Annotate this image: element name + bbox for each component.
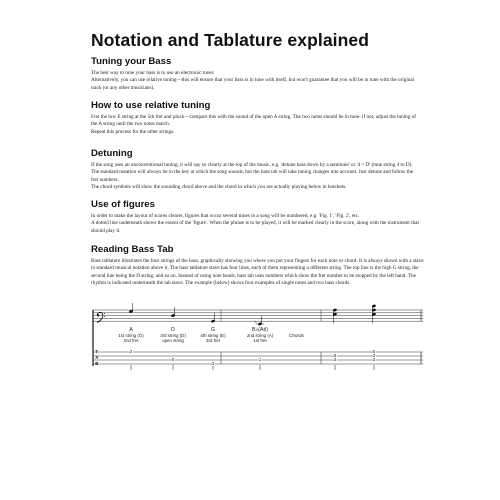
note-g (211, 313, 215, 324)
note-fret: 3rd fret (206, 338, 220, 343)
note-label-d (155, 328, 191, 343)
note-d (171, 307, 175, 317)
note-label-a (113, 328, 149, 343)
tab-clef-b: B (95, 360, 99, 366)
note-string: 1st string (G) (118, 333, 144, 338)
tab-clef-a: A (95, 354, 99, 360)
tab-number: 5 (333, 353, 337, 358)
paragraph: Fret the low E string at the 5th fret and pluck—compare this with the sound of the open A string. The two notes should be in tune- if not, adjust the tuning of the A string until the two notes match. (91, 114, 416, 128)
notation-staff (93, 310, 423, 321)
chord-2 (372, 304, 376, 323)
section-tuning (91, 56, 421, 92)
section-heading-tuning: Tuning your Bass (91, 56, 172, 67)
tab-number: 3 (372, 353, 376, 358)
section-reading-bass-tab (91, 244, 424, 287)
note-a (129, 303, 133, 313)
tab-clef-t: T (95, 348, 98, 354)
section-heading-reading-bass-tab: Reading Bass Tab (91, 244, 174, 255)
tab-number: 1 (258, 357, 262, 362)
paragraph: A dotted line underneath shows the extent of the 'figure'. When the phrase is to be played, it will be marked clearly in the score, along with the instrument that should play it. (91, 220, 419, 234)
paragraph: Bass tablature illustrates the four strings of the bass, graphically showing you where you put your fingers for each note or chord. It is always shown with a stave in standard musical notation above it. The bass tablature stave has four lines, each of them representing a different string. The top line is the high G string, the second line being the D string, and so on. Instead of using note heads, bass tab uses numbers which show the fret number to be stopped by the left hand. The rhythm is indicated underneath the tab stave. The example (below) shows four examples of single notes and two bass chords. (91, 258, 424, 286)
chords-label: Chords (289, 333, 304, 338)
section-relative-tuning (91, 100, 421, 136)
section-heading-figures: Use of figures (91, 199, 155, 210)
note-name: G (210, 327, 216, 333)
page-title: Notation and Tablature explained (91, 30, 370, 50)
tab-number: 0 (171, 357, 175, 362)
paragraph: In order to make the layout of scores clearer, figures that occur several times in a song will be numbered, e.g. 'Fig. 1', 'Fig. 2', etc. (91, 213, 360, 219)
tab-rhythm-stems (131, 365, 374, 370)
note-name: A (129, 327, 133, 333)
tab-number: 2 (129, 349, 133, 354)
note-string: 3rd string (D) (160, 333, 186, 338)
paragraph: The chord symbols will show the sounding chord above and the chord in which you are actually playing below in brackets. (91, 183, 347, 190)
tab-number: 5 (372, 349, 376, 354)
note-name: D (171, 327, 175, 333)
paragraph: Alternatively, you can use relative tuning—this will ensure that your bass is in tune with itself, but won't guarantee that you will be in tune with the original track (or any other musicians). (91, 77, 415, 91)
note-fret: 1st fret (253, 338, 267, 343)
note-fret: open string (162, 338, 184, 343)
paragraph: Repeat this process for the other strings. (91, 128, 175, 135)
note-fret: 2nd fret (123, 338, 139, 343)
paragraph: The best way to tune your bass is to use an electronic tuner. (91, 70, 215, 76)
section-detuning (91, 148, 421, 191)
section-heading-detuning: Detuning (91, 148, 133, 159)
note-string: 2nd string (A) (246, 333, 274, 338)
tab-number: 3 (372, 357, 376, 362)
paragraph: If the song uses an unconventional tuning, it will say so clearly at the top of the music, e.g. 'detune bass down by a semitone' or '4 = D' (tune string 4 to D). The standard notation will always be in the key at which the song sounds, but the bass tab will take tuning changes into account. Just detune and follow the fret numbers. (91, 162, 414, 183)
section-heading-relative-tuning: How to use relative tuning (91, 100, 211, 111)
svg-text:♭: ♭ (254, 319, 257, 326)
tab-number: 3 (211, 361, 215, 366)
section-figures (91, 199, 421, 235)
note-label-g (195, 328, 231, 343)
note-string: 4th string (E) (200, 333, 226, 338)
note-label-b-flat (242, 328, 278, 343)
note-name: B♭(A♯) (251, 327, 269, 333)
note-b-flat (254, 315, 264, 325)
music-example (91, 306, 425, 366)
tab-number: 3 (333, 357, 337, 362)
